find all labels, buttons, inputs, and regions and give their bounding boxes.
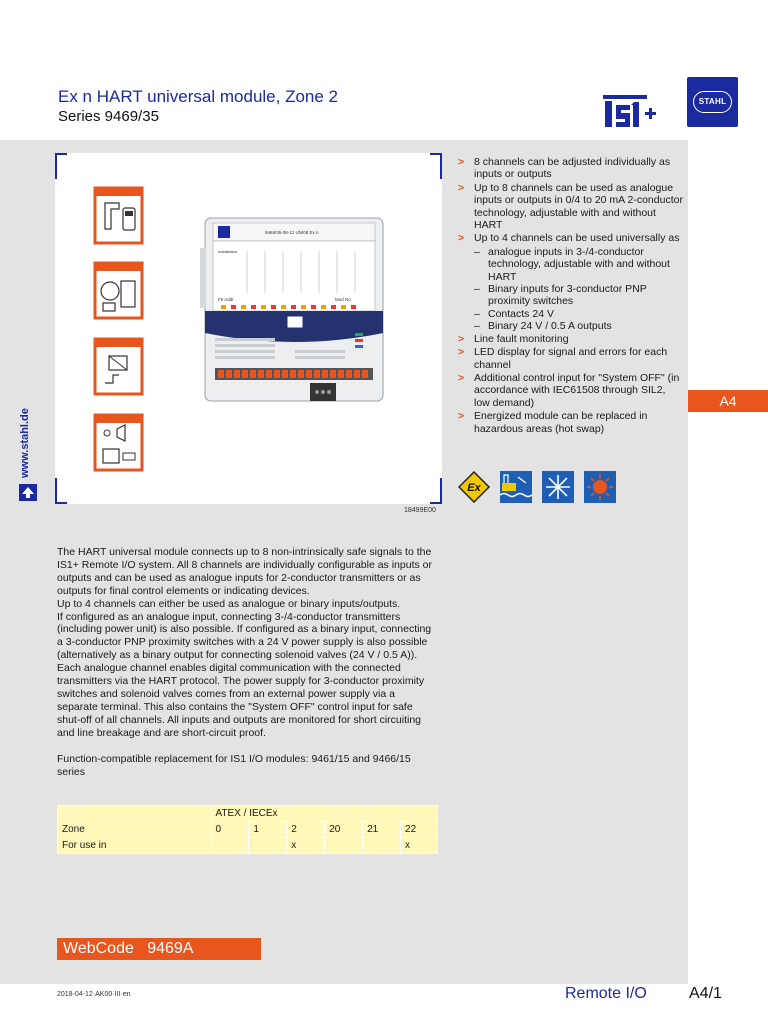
svg-text:Ex: Ex (467, 482, 481, 494)
ex-icon (459, 472, 489, 502)
webcode-value: 9469A (147, 940, 194, 957)
zone-label: Zone (58, 822, 212, 838)
feature-subitem-text: analogue inputs in 3-/4-conductor technology, adjustable with and without HART (488, 245, 670, 283)
approval-icons (458, 471, 628, 503)
table-row (58, 822, 438, 838)
svg-text:Installation: Installation (218, 249, 238, 254)
application-icon-transmitter (95, 188, 142, 243)
description-paragraph: Function-compatible replacement for IS1 I/O modules: 9461/15 and 9466/15 series (57, 752, 411, 778)
feature-list (458, 156, 684, 436)
feature-item (458, 410, 684, 435)
feature-subitem-text: Binary 24 V / 0.5 A outputs (488, 320, 612, 333)
io-module (200, 218, 383, 401)
description-paragraph: If configured as an analogue input, connecting 3-/4-conductor transmitters (including power unit) is also possible. If configured as a binary input, connecting a 3-conductor PNP proximity switches with a 24 V power supply is also possible (alternatively as a binary output for connecting solenoid valves (24 V / 0.5 A)). (57, 610, 432, 662)
use-cell: x (287, 838, 325, 854)
product-image-panel (55, 153, 442, 504)
table-row (58, 838, 438, 854)
stahl-logo (687, 77, 738, 127)
page-subtitle: Series 9469/35 (58, 108, 159, 125)
table-row (58, 806, 438, 822)
use-cell (363, 838, 401, 854)
bullet-marker: > (458, 232, 465, 245)
bullet-marker: > (458, 156, 465, 168)
offshore-icon (500, 471, 532, 503)
stahl-logo-text: STAHL (693, 91, 732, 113)
description-paragraph: Each analogue channel enables digital communication with the connected transmitters via the HART protocol. The power supply for 3-conductor proximity switches and solenoid valves comes from an external power supply via a separate terminal. This also contains the "System OFF" control input for safe shut-off of all channels. All inputs and outputs are monitored for short circuiting and line breakage and are short-circuit proof. (57, 662, 425, 739)
zone-table (57, 805, 438, 854)
is1-logo-text: IS1+ (603, 93, 606, 94)
feature-item (458, 333, 684, 345)
high-temperature-icon (584, 471, 616, 503)
feature-item (458, 156, 684, 181)
zone-cell: 22 (401, 822, 438, 838)
zone-cell: 0 (211, 822, 249, 838)
product-description (57, 546, 435, 778)
right-margin (688, 0, 768, 1024)
svg-text:F8 Addr: F8 Addr (218, 297, 234, 302)
bullet-marker: > (458, 181, 465, 194)
sub-marker: – (474, 320, 480, 333)
feature-item (458, 232, 684, 244)
zone-cell: 2 (287, 822, 325, 838)
feature-text: Additional control input for "System OFF" (in accordance with IEC61508 through SIL2, low demand) (474, 371, 680, 409)
zone-cell: 20 (325, 822, 363, 838)
webcode-badge[interactable] (57, 938, 261, 960)
footer-date: 2018-04-12·AK00·III·en (57, 991, 131, 998)
zone-cell: 21 (363, 822, 401, 838)
description-paragraph: The HART universal module connects up to 8 non-intrinsically safe signals to the IS1+ Remote I/O system. All 8 channels are individually configurable as inputs or outputs and can be used as analogue inputs for 2-conductor transmitters or as outputs for final control elements or indicating devices. (57, 546, 432, 597)
application-icon-valve (95, 263, 142, 318)
low-temperature-icon (542, 471, 574, 503)
is1-logo (603, 93, 657, 129)
feature-subitem (458, 320, 684, 332)
description-paragraph: Up to 4 channels can either be used as analogue or binary inputs/outputs. (57, 597, 401, 610)
footer-page-number: A4/1 (689, 985, 722, 1002)
use-cell (249, 838, 287, 854)
bullet-marker: > (458, 346, 465, 359)
feature-text: Up to 4 channels can be used universally as (474, 232, 680, 245)
feature-text: Energized module can be replaced in hazardous areas (hot swap) (474, 410, 648, 435)
feature-text: Up to 8 channels can be used as analogue inputs or outputs in 0/4 to 20 mA 2-conductor technology, adjustable with and without HART (474, 181, 683, 232)
feature-text: Line fault monitoring (474, 332, 569, 345)
use-cell: x (401, 838, 438, 854)
feature-text: 8 channels can be adjusted individually as inputs or outputs (474, 156, 671, 181)
webcode-label: WebCode (63, 940, 134, 957)
group-header: ATEX / IECEx (211, 806, 438, 822)
feature-item (458, 346, 684, 371)
feature-subitem-text: Binary inputs for 3-conductor PNP proximity switches (488, 283, 647, 308)
zone-cell: 1 (249, 822, 287, 838)
footer-section: Remote I/O (565, 985, 647, 1002)
feature-subitem (458, 246, 684, 283)
feature-text: LED display for signal and errors for each channel (474, 346, 668, 371)
feature-item (458, 182, 684, 232)
up-arrow-icon[interactable] (19, 484, 37, 501)
svg-text:9469/35-08-12 UNI08 Ex n: 9469/35-08-12 UNI08 Ex n (265, 230, 319, 235)
feature-subitem (458, 283, 684, 308)
page-title: Ex n HART universal module, Zone 2 (58, 87, 339, 106)
svg-text:Mod No: Mod No (335, 297, 351, 302)
bullet-marker: > (458, 371, 465, 384)
website-url[interactable]: www.stahl.de (19, 408, 31, 478)
feature-subitem (458, 308, 684, 320)
use-label: For use in (58, 838, 212, 854)
bullet-marker: > (458, 332, 465, 345)
feature-subitem-text: Contacts 24 V (488, 307, 554, 320)
section-tab-a4[interactable]: A4 (688, 390, 768, 412)
product-illustration (55, 153, 442, 504)
use-cell (211, 838, 249, 854)
bullet-marker: > (458, 410, 465, 423)
sub-marker: – (474, 283, 480, 296)
application-icon-output (95, 415, 142, 470)
sub-marker: – (474, 245, 480, 258)
use-cell (325, 838, 363, 854)
image-code: 18499E00 (404, 507, 436, 514)
feature-item (458, 372, 684, 409)
application-icon-proximity (95, 339, 142, 394)
sub-marker: – (474, 307, 480, 320)
